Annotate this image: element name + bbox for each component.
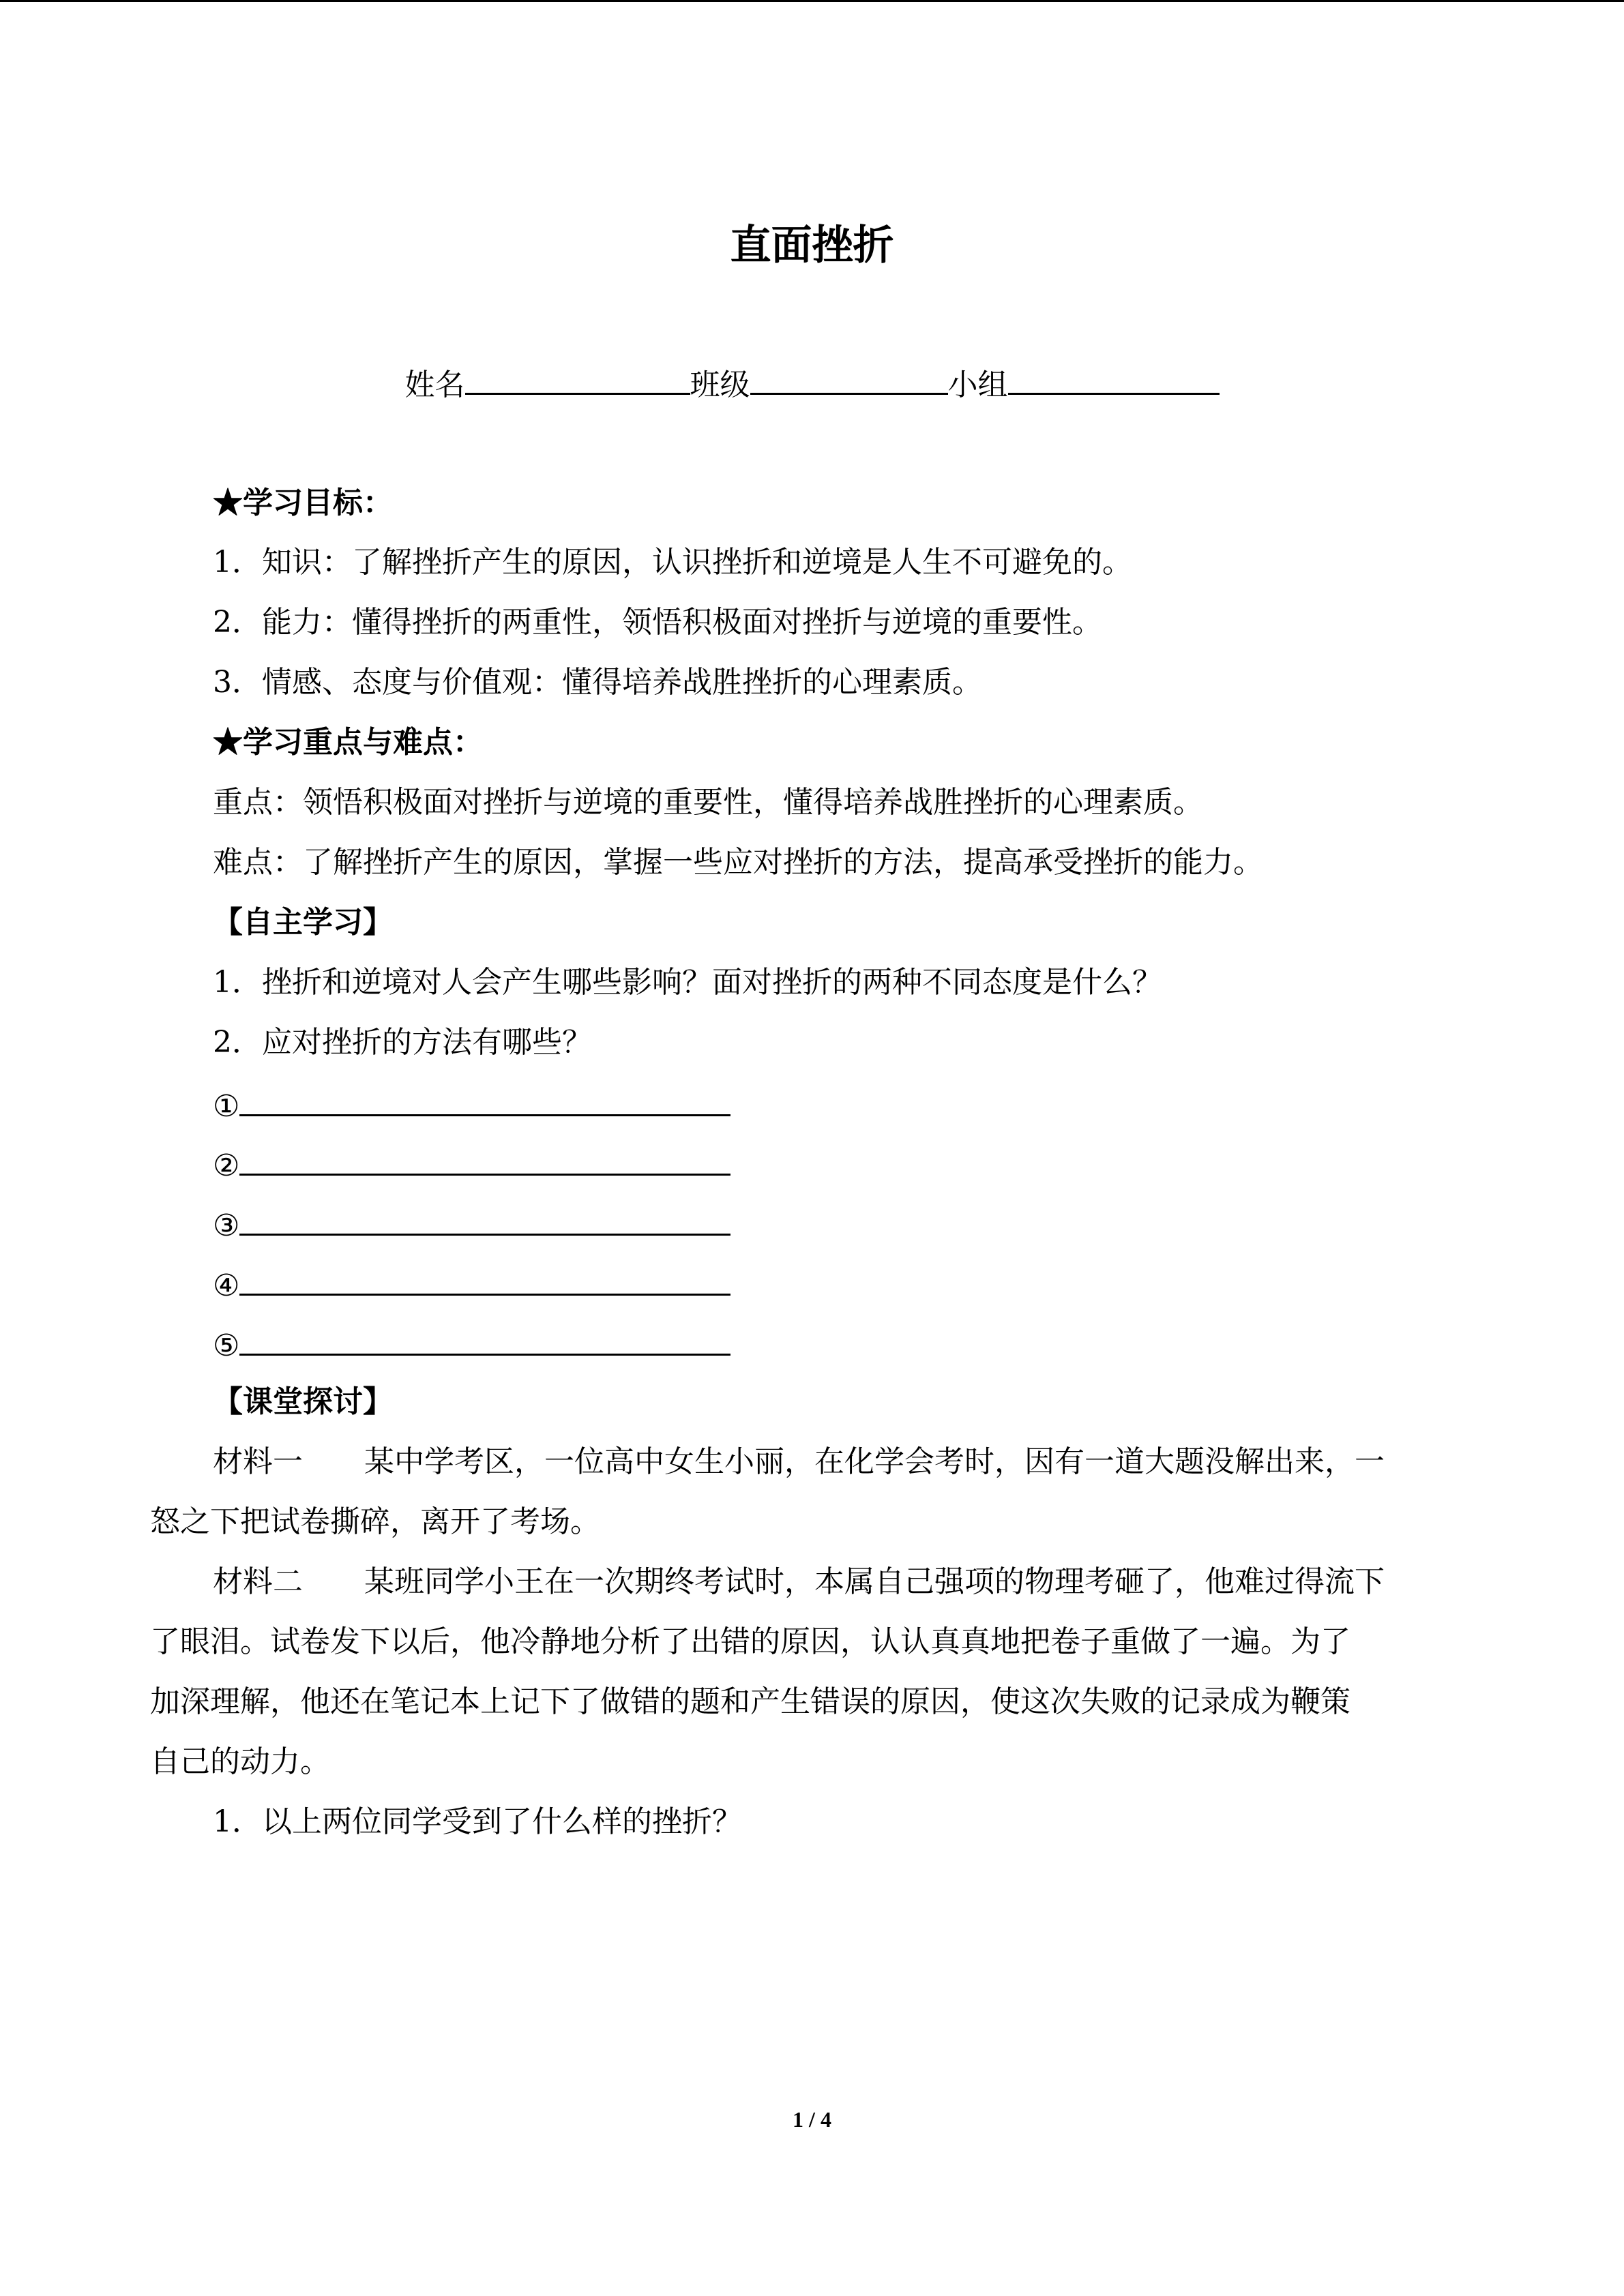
material-1-text: 某中学考区，一位高中女生小丽，在化学会考时，因有一道大题没解出来，一 <box>364 1444 1385 1479</box>
material-2-text: 加深理解，他还在笔记本上记下了做错的题和产生错误的原因，使这次失败的记录成为鞭策 <box>150 1684 1350 1719</box>
student-info-line <box>0 363 1624 404</box>
difficulty-point: 难点：了解挫折产生的原因，掌握一些应对挫折的方法，提高承受挫折的能力。 <box>213 845 1263 880</box>
page-title: 直面挫折 <box>730 222 894 269</box>
focus-point: 重点：领悟积极面对挫折与逆境的重要性，懂得培养战胜挫折的心理素质。 <box>213 785 1203 820</box>
answer-blank-row <box>213 1084 730 1125</box>
group-field[interactable] <box>1008 363 1220 395</box>
material-1-text: 怒之下把试卷撕碎，离开了考场。 <box>150 1504 600 1539</box>
answer-blank[interactable] <box>239 1324 730 1356</box>
blank-marker: ② <box>213 1148 240 1183</box>
objective-item: 1．知识：了解挫折产生的原因，认识挫折和逆境是人生不可避免的。 <box>213 545 1132 580</box>
blank-marker: ① <box>213 1089 240 1124</box>
material-2-text: 自己的动力。 <box>150 1744 330 1779</box>
answer-blank[interactable] <box>239 1264 730 1296</box>
objective-item: 2．能力：懂得挫折的两重性，领悟积极面对挫折与逆境的重要性。 <box>213 605 1102 640</box>
material-2-label: 材料二 <box>213 1564 303 1599</box>
objective-item: 3．情感、态度与价值观：懂得培养战胜挫折的心理素质。 <box>213 665 982 700</box>
material-1-label: 材料一 <box>213 1444 303 1479</box>
group-label: 小组 <box>947 368 1008 402</box>
answer-blank-row <box>213 1324 730 1365</box>
answer-blank[interactable] <box>239 1084 730 1116</box>
class-field[interactable] <box>750 363 948 395</box>
discussion-heading: 【课堂探讨】 <box>213 1384 393 1419</box>
name-label: 姓名 <box>404 368 465 402</box>
name-field[interactable] <box>465 363 690 395</box>
objectives-heading: ★学习目标： <box>213 486 393 520</box>
answer-blank-row <box>213 1204 730 1244</box>
material-2-text: 某班同学小王在一次期终考试时，本属自己强项的物理考砸了，他难过得流下 <box>364 1564 1385 1599</box>
answer-blank[interactable] <box>239 1204 730 1236</box>
class-label: 班级 <box>690 368 750 402</box>
answer-blank-row <box>213 1264 730 1304</box>
self-study-question: 1．挫折和逆境对人会产生哪些影响？面对挫折的两种不同态度是什么？ <box>213 965 1162 1000</box>
blank-marker: ④ <box>213 1268 240 1303</box>
answer-blank-row <box>213 1144 730 1184</box>
material-2-text: 了眼泪。试卷发下以后，他冷静地分析了出错的原因，认认真真地把卷子重做了一遍。为了 <box>150 1624 1350 1659</box>
self-study-heading: 【自主学习】 <box>213 905 393 940</box>
key-points-heading: ★学习重点与难点： <box>213 725 483 760</box>
blank-marker: ③ <box>213 1208 240 1243</box>
page-number: 1 / 4 <box>793 2107 831 2132</box>
top-border <box>0 0 1624 2</box>
self-study-question: 2．应对挫折的方法有哪些？ <box>213 1025 592 1060</box>
discussion-question: 1．以上两位同学受到了什么样的挫折？ <box>213 1804 742 1839</box>
blank-marker: ⑤ <box>213 1328 240 1363</box>
answer-blank[interactable] <box>239 1144 730 1176</box>
